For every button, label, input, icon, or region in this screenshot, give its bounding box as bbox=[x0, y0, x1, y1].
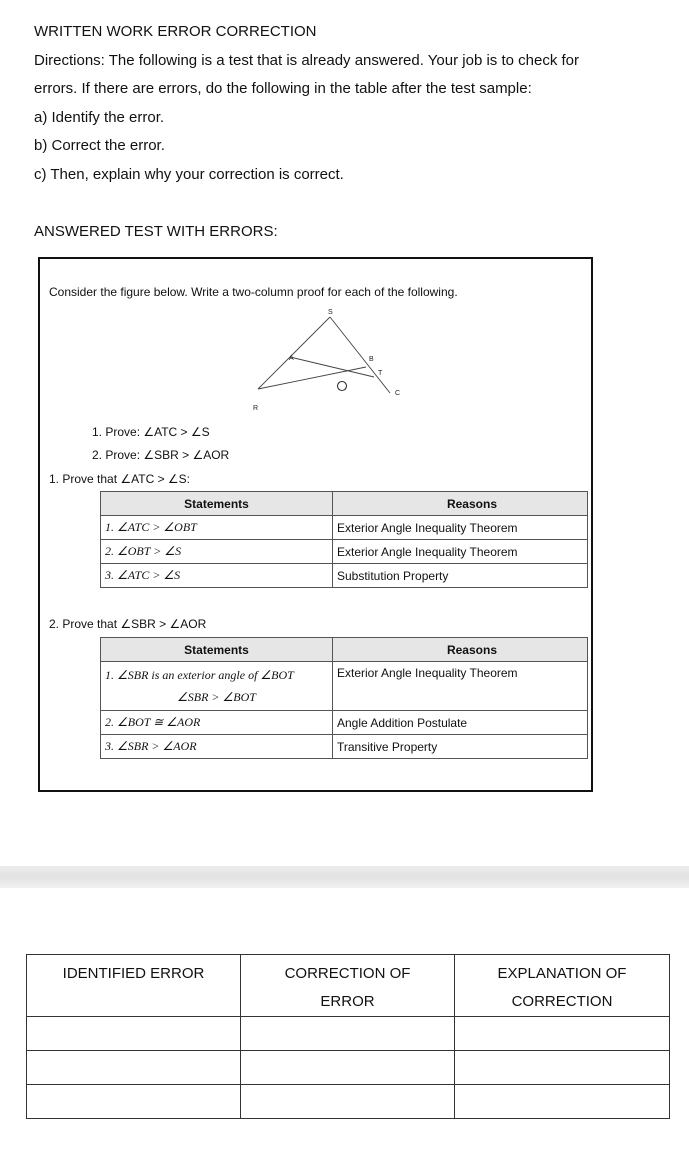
answer-cell[interactable] bbox=[241, 1051, 455, 1085]
proof1-table bbox=[100, 491, 588, 588]
step-b: b) Correct the error. bbox=[34, 137, 165, 154]
proof2-header-row bbox=[101, 638, 588, 662]
table-row bbox=[101, 735, 588, 759]
proof2-statement-1 bbox=[101, 662, 333, 711]
proof2-statements-header: Statements bbox=[101, 638, 333, 662]
proof2-statement-1a: 1. ∠SBR is an exterior angle of ∠BOT bbox=[105, 668, 294, 682]
col2-line2: ERROR bbox=[320, 993, 375, 1010]
col-identified-error: IDENTIFIED ERROR bbox=[27, 955, 241, 1017]
col-explanation bbox=[455, 955, 670, 1017]
answer-cell[interactable] bbox=[241, 1017, 455, 1051]
error-correction-table bbox=[26, 954, 670, 1119]
answer-cell[interactable] bbox=[27, 1051, 241, 1085]
table-row bbox=[27, 1017, 670, 1051]
proof1-statement-1: 1. ∠ATC > ∠OBT bbox=[101, 516, 333, 540]
col-correction-of-error bbox=[241, 955, 455, 1017]
prove-item-2: 2. Prove: ∠SBR > ∠AOR bbox=[92, 448, 230, 462]
step-c: c) Then, explain why your correction is correct. bbox=[34, 166, 344, 183]
col2-line1: CORRECTION OF bbox=[284, 965, 411, 982]
proof2-reason-3: Transitive Property bbox=[333, 735, 588, 759]
proof2-reason-2: Angle Addition Postulate bbox=[333, 711, 588, 735]
answer-cell[interactable] bbox=[241, 1085, 455, 1119]
proof2-statement-2: 2. ∠BOT ≅ ∠AOR bbox=[101, 711, 333, 735]
section-title: ANSWERED TEST WITH ERRORS: bbox=[34, 223, 278, 240]
proof2-statement-3: 3. ∠SBR > ∠AOR bbox=[101, 735, 333, 759]
triangle-figure bbox=[250, 309, 420, 419]
test-instruction: Consider the figure below. Write a two-column proof for each of the following. bbox=[49, 285, 458, 299]
label-b: B bbox=[369, 356, 374, 363]
proof1-header-row bbox=[101, 492, 588, 516]
table-row bbox=[27, 1085, 670, 1119]
proof1-reason-1: Exterior Angle Inequality Theorem bbox=[333, 516, 588, 540]
segment-sc bbox=[330, 317, 390, 393]
answer-header-row bbox=[27, 955, 670, 1017]
table-row bbox=[101, 711, 588, 735]
answer-cell[interactable] bbox=[27, 1017, 241, 1051]
col3-line1: EXPLANATION OF bbox=[497, 965, 627, 982]
proof1-statement-2: 2. ∠OBT > ∠S bbox=[101, 540, 333, 564]
proof1-reason-3: Substitution Property bbox=[333, 564, 588, 588]
segment-sa bbox=[290, 317, 330, 357]
segment-ar bbox=[258, 357, 290, 389]
table-row bbox=[101, 662, 588, 711]
proof1-reason-2: Exterior Angle Inequality Theorem bbox=[333, 540, 588, 564]
prove-item-1: 1. Prove: ∠ATC > ∠S bbox=[92, 425, 210, 439]
proof2-table bbox=[100, 637, 588, 759]
label-r: R bbox=[253, 405, 259, 412]
proof1-reasons-header: Reasons bbox=[333, 492, 588, 516]
point-o-circle bbox=[338, 382, 347, 391]
page-divider bbox=[0, 866, 689, 888]
proof2-statement-1b: ∠SBR > ∠BOT bbox=[177, 690, 256, 704]
worksheet-title: WRITTEN WORK ERROR CORRECTION bbox=[34, 23, 317, 40]
proof2-reasons-header: Reasons bbox=[333, 638, 588, 662]
table-row bbox=[101, 516, 588, 540]
directions-line-1: Directions: The following is a test that is already answered. Your job is to check for bbox=[34, 52, 580, 69]
step-a: a) Identify the error. bbox=[34, 109, 165, 126]
label-t: T bbox=[378, 370, 383, 377]
answer-cell[interactable] bbox=[455, 1051, 670, 1085]
proof2-heading: 2. Prove that ∠SBR > ∠AOR bbox=[49, 617, 207, 631]
proof1-statements-header: Statements bbox=[101, 492, 333, 516]
proof1-heading: 1. Prove that ∠ATC > ∠S: bbox=[49, 472, 191, 486]
table-row bbox=[101, 564, 588, 588]
answered-test-box bbox=[38, 257, 593, 792]
directions-line-2: errors. If there are errors, do the following in the table after the test sample: bbox=[34, 80, 532, 97]
answer-cell[interactable] bbox=[455, 1085, 670, 1119]
table-row bbox=[27, 1051, 670, 1085]
col3-line2: CORRECTION bbox=[511, 993, 613, 1010]
proof1-statement-3: 3. ∠ATC > ∠S bbox=[101, 564, 333, 588]
answer-cell[interactable] bbox=[455, 1017, 670, 1051]
segment-rb bbox=[258, 367, 366, 389]
answer-cell[interactable] bbox=[27, 1085, 241, 1119]
label-a: A bbox=[289, 355, 294, 362]
proof2-reason-1: Exterior Angle Inequality Theorem bbox=[333, 662, 588, 711]
label-s: S bbox=[328, 309, 333, 316]
table-row bbox=[101, 540, 588, 564]
label-c: C bbox=[395, 390, 401, 397]
